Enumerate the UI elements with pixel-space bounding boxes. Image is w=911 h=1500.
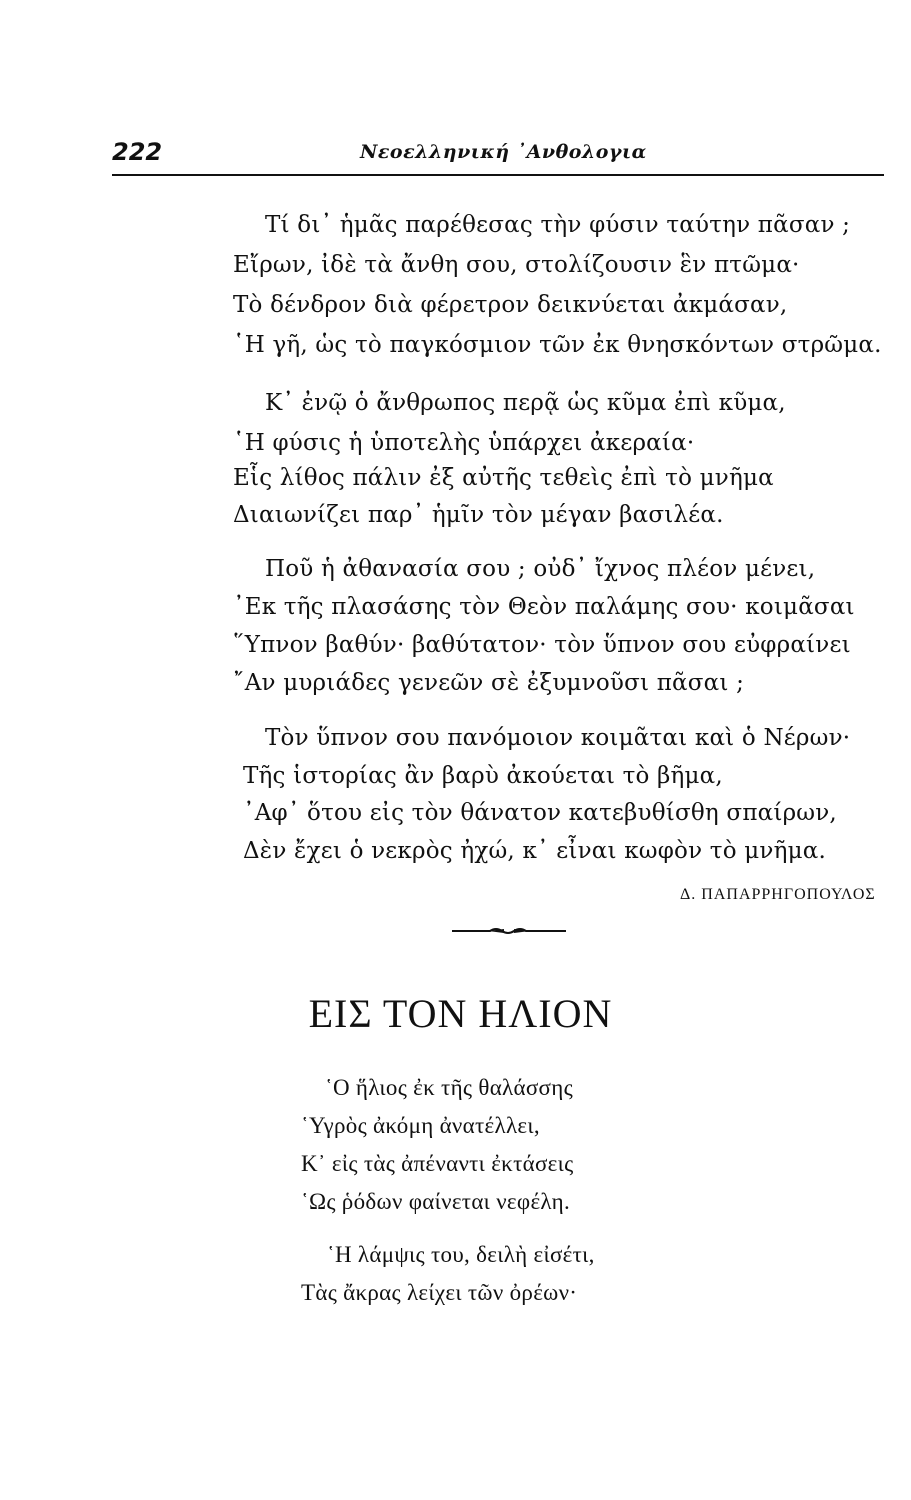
poem-line: ᾽Εκ τῆς πλασάσης τὸν Θεὸν παλάμης σου· κοιμᾶσαι: [233, 594, 855, 620]
poem-line: ῾Η γῆ, ὡς τὸ παγκόσμιον τῶν ἐκ θνησκόντων στρῶμα.: [233, 332, 882, 358]
page-number: 222: [112, 138, 163, 166]
poem-line: Εἷς λίθος πάλιν ἐξ αὐτῆς τεθεὶς ἐπὶ τὸ μνῆμα: [233, 465, 774, 491]
poem-line: ῾Ο ἥλιος ἐκ τῆς θαλάσσης: [325, 1075, 573, 1100]
poem-line: Κ᾽ ἐνῷ ὁ ἄνθρωπος περᾷ ὡς κῦμα ἐπὶ κῦμα,: [265, 390, 786, 416]
poem-line: Τὸν ὕπνον σου πανόμοιον κοιμᾶται καὶ ὁ Νέρων·: [265, 725, 851, 751]
poem-line: ῎Αν μυριάδες γενεῶν σὲ ἐξυμνοῦσι πᾶσαι ;: [233, 670, 745, 696]
header-rule: [112, 174, 884, 176]
poem-line: Κ᾽ εἰς τὰς ἀπέναντι ἐκτάσεις: [301, 1151, 574, 1176]
poem-line: Τί δι᾽ ἡμᾶς παρέθεσας τὴν φύσιν ταύτην πᾶσαν ;: [265, 212, 851, 238]
poem-line: Τὰς ἄκρας λείχει τῶν ὀρέων·: [301, 1280, 578, 1305]
poem-line: Διαιωνίζει παρ᾽ ἡμῖν τὸν μέγαν βασιλέα.: [233, 502, 724, 528]
poem-line: Τὸ δένδρον διὰ φέρετρον δεικνύεται ἀκμάσαν,: [233, 292, 788, 318]
poem-line: ῾Υγρὸς ἀκόμη ἀνατέλλει,: [301, 1113, 540, 1138]
poem-title: ΕΙΣ ΤΟΝ ΗΛΙΟΝ: [308, 991, 613, 1036]
section-divider-ornament: [452, 924, 566, 938]
page-header: [112, 138, 884, 174]
poem-line: Δὲν ἔχει ὁ νεκρὸς ἠχώ, κ᾽ εἶναι κωφὸν τὸ μνῆμα.: [243, 838, 826, 864]
author-signature: Δ. ΠΑΠΑΡΡΗΓΟΠΟΥΛΟΣ: [680, 886, 876, 903]
poem-line: Τῆς ἱστορίας ἂν βαρὺ ἀκούεται τὸ βῆμα,: [243, 763, 723, 789]
poem-line: ᾽Αφ᾽ ὅτου εἰς τὸν θάνατον κατεβυθίσθη σπαίρων,: [243, 800, 837, 826]
poem-line: Ποῦ ἡ ἀθανασία σου ; οὐδ᾽ ἴχνος πλέον μένει,: [265, 556, 816, 582]
running-head: Νεοελληνική ᾽Ανθολογια: [360, 141, 647, 163]
poem-line: ῞Υπνον βαθύν· βαθύτατον· τὸν ὕπνον σου εὐφραίνει: [233, 632, 851, 658]
poem-line: ῾Η λάμψις του, δειλὴ εἰσέτι,: [327, 1242, 595, 1267]
poem-line: ῾Ως ῥόδων φαίνεται νεφέλη.: [301, 1189, 571, 1214]
poem-line: Εἴρων, ἰδὲ τὰ ἄνθη σου, στολίζουσιν ἓν πτῶμα·: [233, 252, 800, 278]
poem-line: ῾Η φύσις ἡ ὑποτελὴς ὑπάρχει ἀκεραία·: [233, 430, 695, 456]
